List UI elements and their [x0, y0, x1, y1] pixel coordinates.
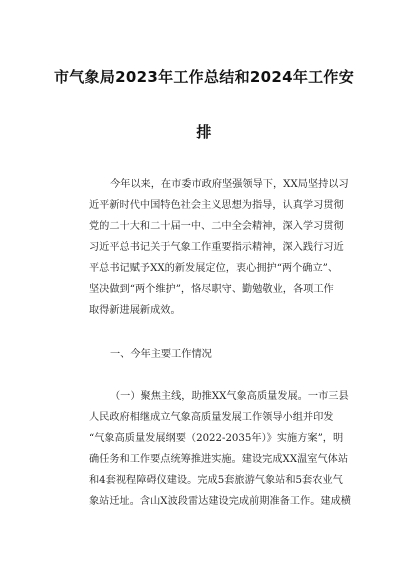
section-paragraph-line: 和4套视程障碍仪建设。完成5套旅游气象站和5套农业气 — [89, 475, 343, 486]
intro-paragraph-line: 习近平总书记关于气象工作重要指示精神，深入践行习近 — [89, 242, 344, 253]
section-heading: 一、今年主要工作情况 — [110, 349, 212, 360]
intro-paragraph-line: 取得新进展新成效。 — [89, 305, 181, 316]
section-paragraph-line: “气象高质量发展纲要（2022-2035年）》实施方案”，明 — [89, 433, 344, 444]
section-paragraph-line: （一）聚焦主线，助推XX气象高质量发展。一市三县 — [110, 391, 349, 402]
document-title-line-2: 排 — [196, 123, 212, 141]
section-paragraph-line: 人民政府相继成立气象高质量发展工作领导小组并印发 — [89, 412, 334, 423]
intro-paragraph-line: 近平新时代中国特色社会主义思想为指导，认真学习贯彻 — [89, 200, 344, 211]
section-paragraph-line: 确任务和工作要点统筹推进实施。建设完成XX温室气体站 — [89, 454, 349, 465]
intro-paragraph-line: 党的二十大和二十届一中、二中全会精神，深入学习贯彻 — [89, 221, 344, 232]
intro-paragraph-line: 今年以来，在市委市政府坚强领导下，XX局坚持以习 — [110, 179, 349, 190]
document-title-line-1: 市气象局2023年工作总结和2024年工作安 — [53, 68, 355, 86]
section-paragraph-line: 象站迁址。含山X波段雷达建设完成前期准备工作。建成横 — [89, 496, 351, 507]
intro-paragraph-line: 平总书记赋予XX的新发展定位，衷心拥护“两个确立”、 — [89, 263, 339, 274]
intro-paragraph-line: 坚决做到“两个维护”，恪尽职守、勤勉敬业，各项工作 — [89, 284, 334, 295]
